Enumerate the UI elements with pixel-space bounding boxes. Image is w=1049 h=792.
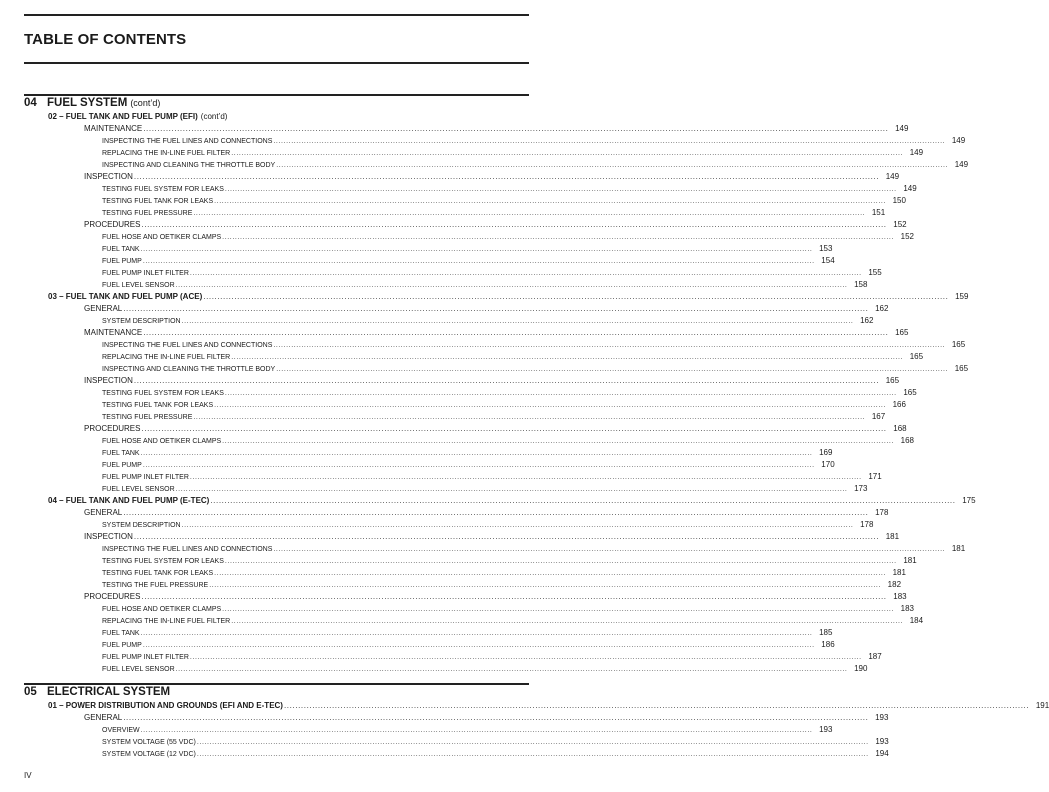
toc-entry-label: TESTING FUEL SYSTEM FOR LEAKS xyxy=(102,558,224,565)
toc-entry[interactable] xyxy=(0,219,907,231)
toc-entry-label: FUEL PUMP INLET FILTER xyxy=(102,270,189,277)
toc-entry-label: SYSTEM DESCRIPTION xyxy=(102,522,181,529)
dot-leader xyxy=(222,436,894,448)
toc-item[interactable] xyxy=(0,663,868,675)
title-rule xyxy=(24,62,529,64)
toc-entry-label: INSPECTING THE FUEL LINES AND CONNECTIONS xyxy=(102,342,273,349)
toc-entry-label: FUEL PUMP xyxy=(102,258,142,265)
toc-page-number: 170 xyxy=(821,460,835,469)
toc-page-number: 149 xyxy=(885,172,900,181)
dot-leader xyxy=(190,268,862,280)
dot-leader xyxy=(203,291,948,303)
toc-page-number: 181 xyxy=(885,532,900,541)
toc-entry-label: TESTING FUEL SYSTEM FOR LEAKS xyxy=(102,186,224,193)
toc-item[interactable] xyxy=(0,195,906,207)
toc-item[interactable] xyxy=(0,567,906,579)
toc-entry-label: FUEL LEVEL SENSOR xyxy=(102,486,175,493)
dot-leader xyxy=(214,400,886,412)
toc-item[interactable] xyxy=(0,519,874,531)
toc-page-number: 165 xyxy=(951,340,966,349)
toc-entry-label: FUEL HOSE AND OETIKER CLAMPS xyxy=(102,606,222,613)
toc-entry-label: REPLACING THE IN-LINE FUEL FILTER xyxy=(102,150,231,157)
dot-leader xyxy=(273,136,945,148)
toc-page-number: 193 xyxy=(819,725,833,734)
toc-entry[interactable] xyxy=(0,123,909,135)
toc-item[interactable] xyxy=(0,639,835,651)
toc-page-number: 182 xyxy=(887,580,902,589)
dot-leader xyxy=(190,652,862,664)
toc-page-number: 149 xyxy=(954,160,969,169)
page-number-footer: IV xyxy=(24,771,32,780)
toc-page-number: 194 xyxy=(875,749,889,758)
toc-entry-label: REPLACING THE IN-LINE FUEL FILTER xyxy=(102,618,231,625)
toc-item[interactable] xyxy=(0,399,906,411)
toc-page-number: 186 xyxy=(821,640,835,649)
dot-leader xyxy=(273,340,945,352)
toc-page-number: 168 xyxy=(900,436,915,445)
toc-entry[interactable] xyxy=(0,375,900,387)
toc-section xyxy=(0,683,1049,760)
dot-leader xyxy=(273,544,945,556)
toc-item[interactable] xyxy=(0,183,917,195)
toc-section xyxy=(0,94,976,675)
toc-item[interactable] xyxy=(0,615,924,627)
toc-page-number: 193 xyxy=(875,737,889,746)
dot-leader xyxy=(123,507,868,519)
toc-entry-label: TESTING FUEL PRESSURE xyxy=(102,210,193,217)
dot-leader xyxy=(123,303,868,315)
toc-entry-label: TESTING FUEL SYSTEM FOR LEAKS xyxy=(102,390,224,397)
toc-page-number: 154 xyxy=(821,256,835,265)
toc-item[interactable] xyxy=(0,147,924,159)
toc-entry-label: FUEL HOSE AND OETIKER CLAMPS xyxy=(102,438,222,445)
toc-page-number: 150 xyxy=(892,196,906,205)
toc-entry-label: INSPECTING AND CLEANING THE THROTTLE BODY xyxy=(102,366,276,373)
toc-page-number: 181 xyxy=(951,544,966,553)
toc-entry[interactable] xyxy=(0,423,907,435)
toc-entry[interactable] xyxy=(0,171,900,183)
toc-page-number: 151 xyxy=(871,208,886,217)
toc-entry-label: PROCEDURES xyxy=(84,220,141,229)
toc-entry-label: FUEL TANK xyxy=(102,246,140,253)
toc-page-number: 173 xyxy=(854,484,868,493)
toc-item[interactable] xyxy=(0,724,833,736)
toc-page-number: 169 xyxy=(819,448,833,457)
toc-item[interactable] xyxy=(0,736,889,748)
dot-leader xyxy=(222,232,894,244)
toc-item[interactable] xyxy=(0,279,868,291)
toc-page-number: 149 xyxy=(951,136,966,145)
toc-entry-label: PROCEDURES xyxy=(84,592,141,601)
toc-entry-label: INSPECTING THE FUEL LINES AND CONNECTIONS xyxy=(102,138,273,145)
toc-entry-label: SYSTEM DESCRIPTION xyxy=(102,318,181,325)
toc-entry-label: MAINTENANCE xyxy=(84,124,143,133)
toc-page-number: 187 xyxy=(868,652,882,661)
toc-page-number: 184 xyxy=(909,616,924,625)
toc-page-number: 165 xyxy=(895,328,909,337)
toc-entry-label: GENERAL xyxy=(84,508,123,517)
top-rule xyxy=(24,14,529,16)
toc-item[interactable] xyxy=(0,411,886,423)
toc-entry-label: TESTING FUEL PRESSURE xyxy=(102,414,193,421)
toc-subsection[interactable] xyxy=(0,700,1049,712)
toc-entry-label: FUEL PUMP xyxy=(102,642,142,649)
dot-leader xyxy=(141,423,886,435)
section-title: ELECTRICAL SYSTEM xyxy=(47,686,171,698)
toc-entry-label: INSPECTION xyxy=(84,376,133,385)
toc-item[interactable] xyxy=(0,651,882,663)
dot-leader xyxy=(143,460,815,472)
toc-page-number: 171 xyxy=(868,472,882,481)
page-title: TABLE OF CONTENTS xyxy=(24,31,187,48)
toc-page-number: 193 xyxy=(875,713,889,722)
toc-entry-label: INSPECTION xyxy=(84,172,133,181)
dot-leader xyxy=(143,640,815,652)
section-title: FUEL SYSTEM xyxy=(47,97,128,109)
dot-leader xyxy=(141,448,813,460)
dot-leader xyxy=(143,256,815,268)
toc-item[interactable] xyxy=(0,159,969,171)
toc-item[interactable] xyxy=(0,555,917,567)
toc-entry-label: FUEL LEVEL SENSOR xyxy=(102,666,175,673)
section-heading[interactable] xyxy=(0,685,612,700)
toc-entry-label: FUEL LEVEL SENSOR xyxy=(102,282,175,289)
dot-leader xyxy=(190,472,862,484)
section-number: 04 xyxy=(24,97,37,109)
toc-page-number: 181 xyxy=(903,556,917,565)
toc-entry-label: TESTING THE FUEL PRESSURE xyxy=(102,582,209,589)
toc-entry-label: REPLACING THE IN-LINE FUEL FILTER xyxy=(102,354,231,361)
dot-leader xyxy=(225,388,897,400)
toc-entry[interactable] xyxy=(0,303,889,315)
toc-entry-label: TESTING FUEL TANK FOR LEAKS xyxy=(102,402,214,409)
toc-page-number: 165 xyxy=(909,352,924,361)
dot-leader xyxy=(134,171,879,183)
toc-page-number: 152 xyxy=(893,220,907,229)
dot-leader xyxy=(143,327,888,339)
toc-page-number: 158 xyxy=(854,280,868,289)
toc-page-number: 178 xyxy=(875,508,889,517)
dot-leader xyxy=(222,604,894,616)
dot-leader xyxy=(225,184,897,196)
dot-leader xyxy=(134,531,879,543)
dot-leader xyxy=(210,495,955,507)
toc-entry-label: 01 – POWER DISTRIBUTION AND GROUNDS (EFI AND E-TEC) xyxy=(48,701,283,710)
toc-entry-label: FUEL TANK xyxy=(102,630,140,637)
toc-item[interactable] xyxy=(0,459,835,471)
toc-entry-label: FUEL PUMP INLET FILTER xyxy=(102,474,189,481)
table-of-contents xyxy=(0,94,1049,760)
toc-entry[interactable] xyxy=(0,327,909,339)
toc-item[interactable] xyxy=(0,351,924,363)
toc-item[interactable] xyxy=(0,315,874,327)
dot-leader xyxy=(197,749,869,761)
toc-item[interactable] xyxy=(0,255,835,267)
toc-entry-label: PROCEDURES xyxy=(84,424,141,433)
dot-leader xyxy=(141,591,886,603)
toc-item[interactable] xyxy=(0,627,833,639)
section-number: 05 xyxy=(24,686,37,698)
toc-subsection[interactable] xyxy=(0,291,969,303)
toc-item[interactable] xyxy=(0,207,886,219)
dot-leader xyxy=(214,568,886,580)
toc-item[interactable] xyxy=(0,231,915,243)
toc-page-number: 181 xyxy=(892,568,906,577)
toc-page-number: 153 xyxy=(819,244,833,253)
dot-leader xyxy=(176,664,848,676)
toc-entry-label: 03 – FUEL TANK AND FUEL PUMP (ACE) xyxy=(48,292,203,301)
toc-entry-label: GENERAL xyxy=(84,713,123,722)
toc-item[interactable] xyxy=(0,243,833,255)
dot-leader xyxy=(231,616,903,628)
toc-page-number: 165 xyxy=(885,376,900,385)
toc-entry-label: 04 – FUEL TANK AND FUEL PUMP (E-TEC) xyxy=(48,496,210,505)
toc-item[interactable] xyxy=(0,435,915,447)
toc-item[interactable] xyxy=(0,387,917,399)
toc-entry-label: MAINTENANCE xyxy=(84,328,143,337)
toc-entry-label: FUEL TANK xyxy=(102,450,140,457)
toc-item[interactable] xyxy=(0,471,882,483)
toc-page-number: 149 xyxy=(903,184,917,193)
dot-leader xyxy=(141,628,813,640)
section-heading[interactable] xyxy=(0,96,612,111)
dot-leader xyxy=(141,244,813,256)
toc-item[interactable] xyxy=(0,483,868,495)
toc-page-number: 165 xyxy=(903,388,917,397)
toc-page-number: 178 xyxy=(860,520,874,529)
toc-page-number: 175 xyxy=(962,496,976,505)
toc-page-number: 149 xyxy=(909,148,924,157)
toc-subsection[interactable] xyxy=(0,495,976,507)
toc-page-number: 166 xyxy=(892,400,906,409)
toc-item[interactable] xyxy=(0,603,915,615)
toc-item[interactable] xyxy=(0,748,889,760)
toc-item[interactable] xyxy=(0,579,902,591)
toc-page-number: 159 xyxy=(955,292,969,301)
toc-page-number: 183 xyxy=(893,592,907,601)
continued-note: (cont’d) xyxy=(200,112,228,121)
continued-note: (cont’d) xyxy=(130,98,161,108)
toc-page-number: 162 xyxy=(875,304,889,313)
toc-page-number: 165 xyxy=(954,364,969,373)
toc-page-number: 167 xyxy=(871,412,886,421)
dot-leader xyxy=(214,196,886,208)
toc-item[interactable] xyxy=(0,135,966,147)
toc-entry-label: OVERVIEW xyxy=(102,727,140,734)
toc-page-number: 183 xyxy=(900,604,915,613)
toc-entry-label: INSPECTING THE FUEL LINES AND CONNECTIONS xyxy=(102,546,273,553)
toc-page-number: 162 xyxy=(860,316,874,325)
toc-page-number: 152 xyxy=(900,232,915,241)
toc-page-number: 155 xyxy=(868,268,882,277)
dot-leader xyxy=(134,375,879,387)
dot-leader xyxy=(143,123,888,135)
toc-entry-label: FUEL HOSE AND OETIKER CLAMPS xyxy=(102,234,222,241)
dot-leader xyxy=(197,737,869,749)
dot-leader xyxy=(225,556,897,568)
dot-leader xyxy=(284,700,1029,712)
toc-entry-label: TESTING FUEL TANK FOR LEAKS xyxy=(102,570,214,577)
toc-subsection[interactable] xyxy=(0,111,612,123)
toc-subsection-label: 02 – FUEL TANK AND FUEL PUMP (EFI) xyxy=(48,112,198,121)
toc-page-number: 191 xyxy=(1035,701,1049,710)
toc-entry[interactable] xyxy=(0,531,900,543)
toc-page-number: 168 xyxy=(893,424,907,433)
toc-page-number: 190 xyxy=(854,664,868,673)
dot-leader xyxy=(141,725,813,737)
dot-leader xyxy=(231,352,903,364)
toc-entry-label: GENERAL xyxy=(84,304,123,313)
toc-entry-label: SYSTEM VOLTAGE (12 VDC) xyxy=(102,751,196,758)
toc-entry[interactable] xyxy=(0,507,889,519)
toc-page-number: 185 xyxy=(819,628,833,637)
dot-leader xyxy=(141,219,886,231)
toc-item[interactable] xyxy=(0,267,882,279)
toc-entry-label: INSPECTION xyxy=(84,532,133,541)
toc-entry-label: SYSTEM VOLTAGE (55 VDC) xyxy=(102,739,196,746)
toc-page-number: 149 xyxy=(895,124,909,133)
toc-entry[interactable] xyxy=(0,712,889,724)
toc-entry-label: TESTING FUEL TANK FOR LEAKS xyxy=(102,198,214,205)
toc-item[interactable] xyxy=(0,339,966,351)
toc-entry[interactable] xyxy=(0,591,907,603)
dot-leader xyxy=(231,148,903,160)
toc-item[interactable] xyxy=(0,543,966,555)
toc-item[interactable] xyxy=(0,363,969,375)
toc-entry-label: INSPECTING AND CLEANING THE THROTTLE BODY xyxy=(102,162,276,169)
toc-entry-label: FUEL PUMP xyxy=(102,462,142,469)
dot-leader xyxy=(123,712,868,724)
toc-entry-label: FUEL PUMP INLET FILTER xyxy=(102,654,189,661)
toc-item[interactable] xyxy=(0,447,833,459)
